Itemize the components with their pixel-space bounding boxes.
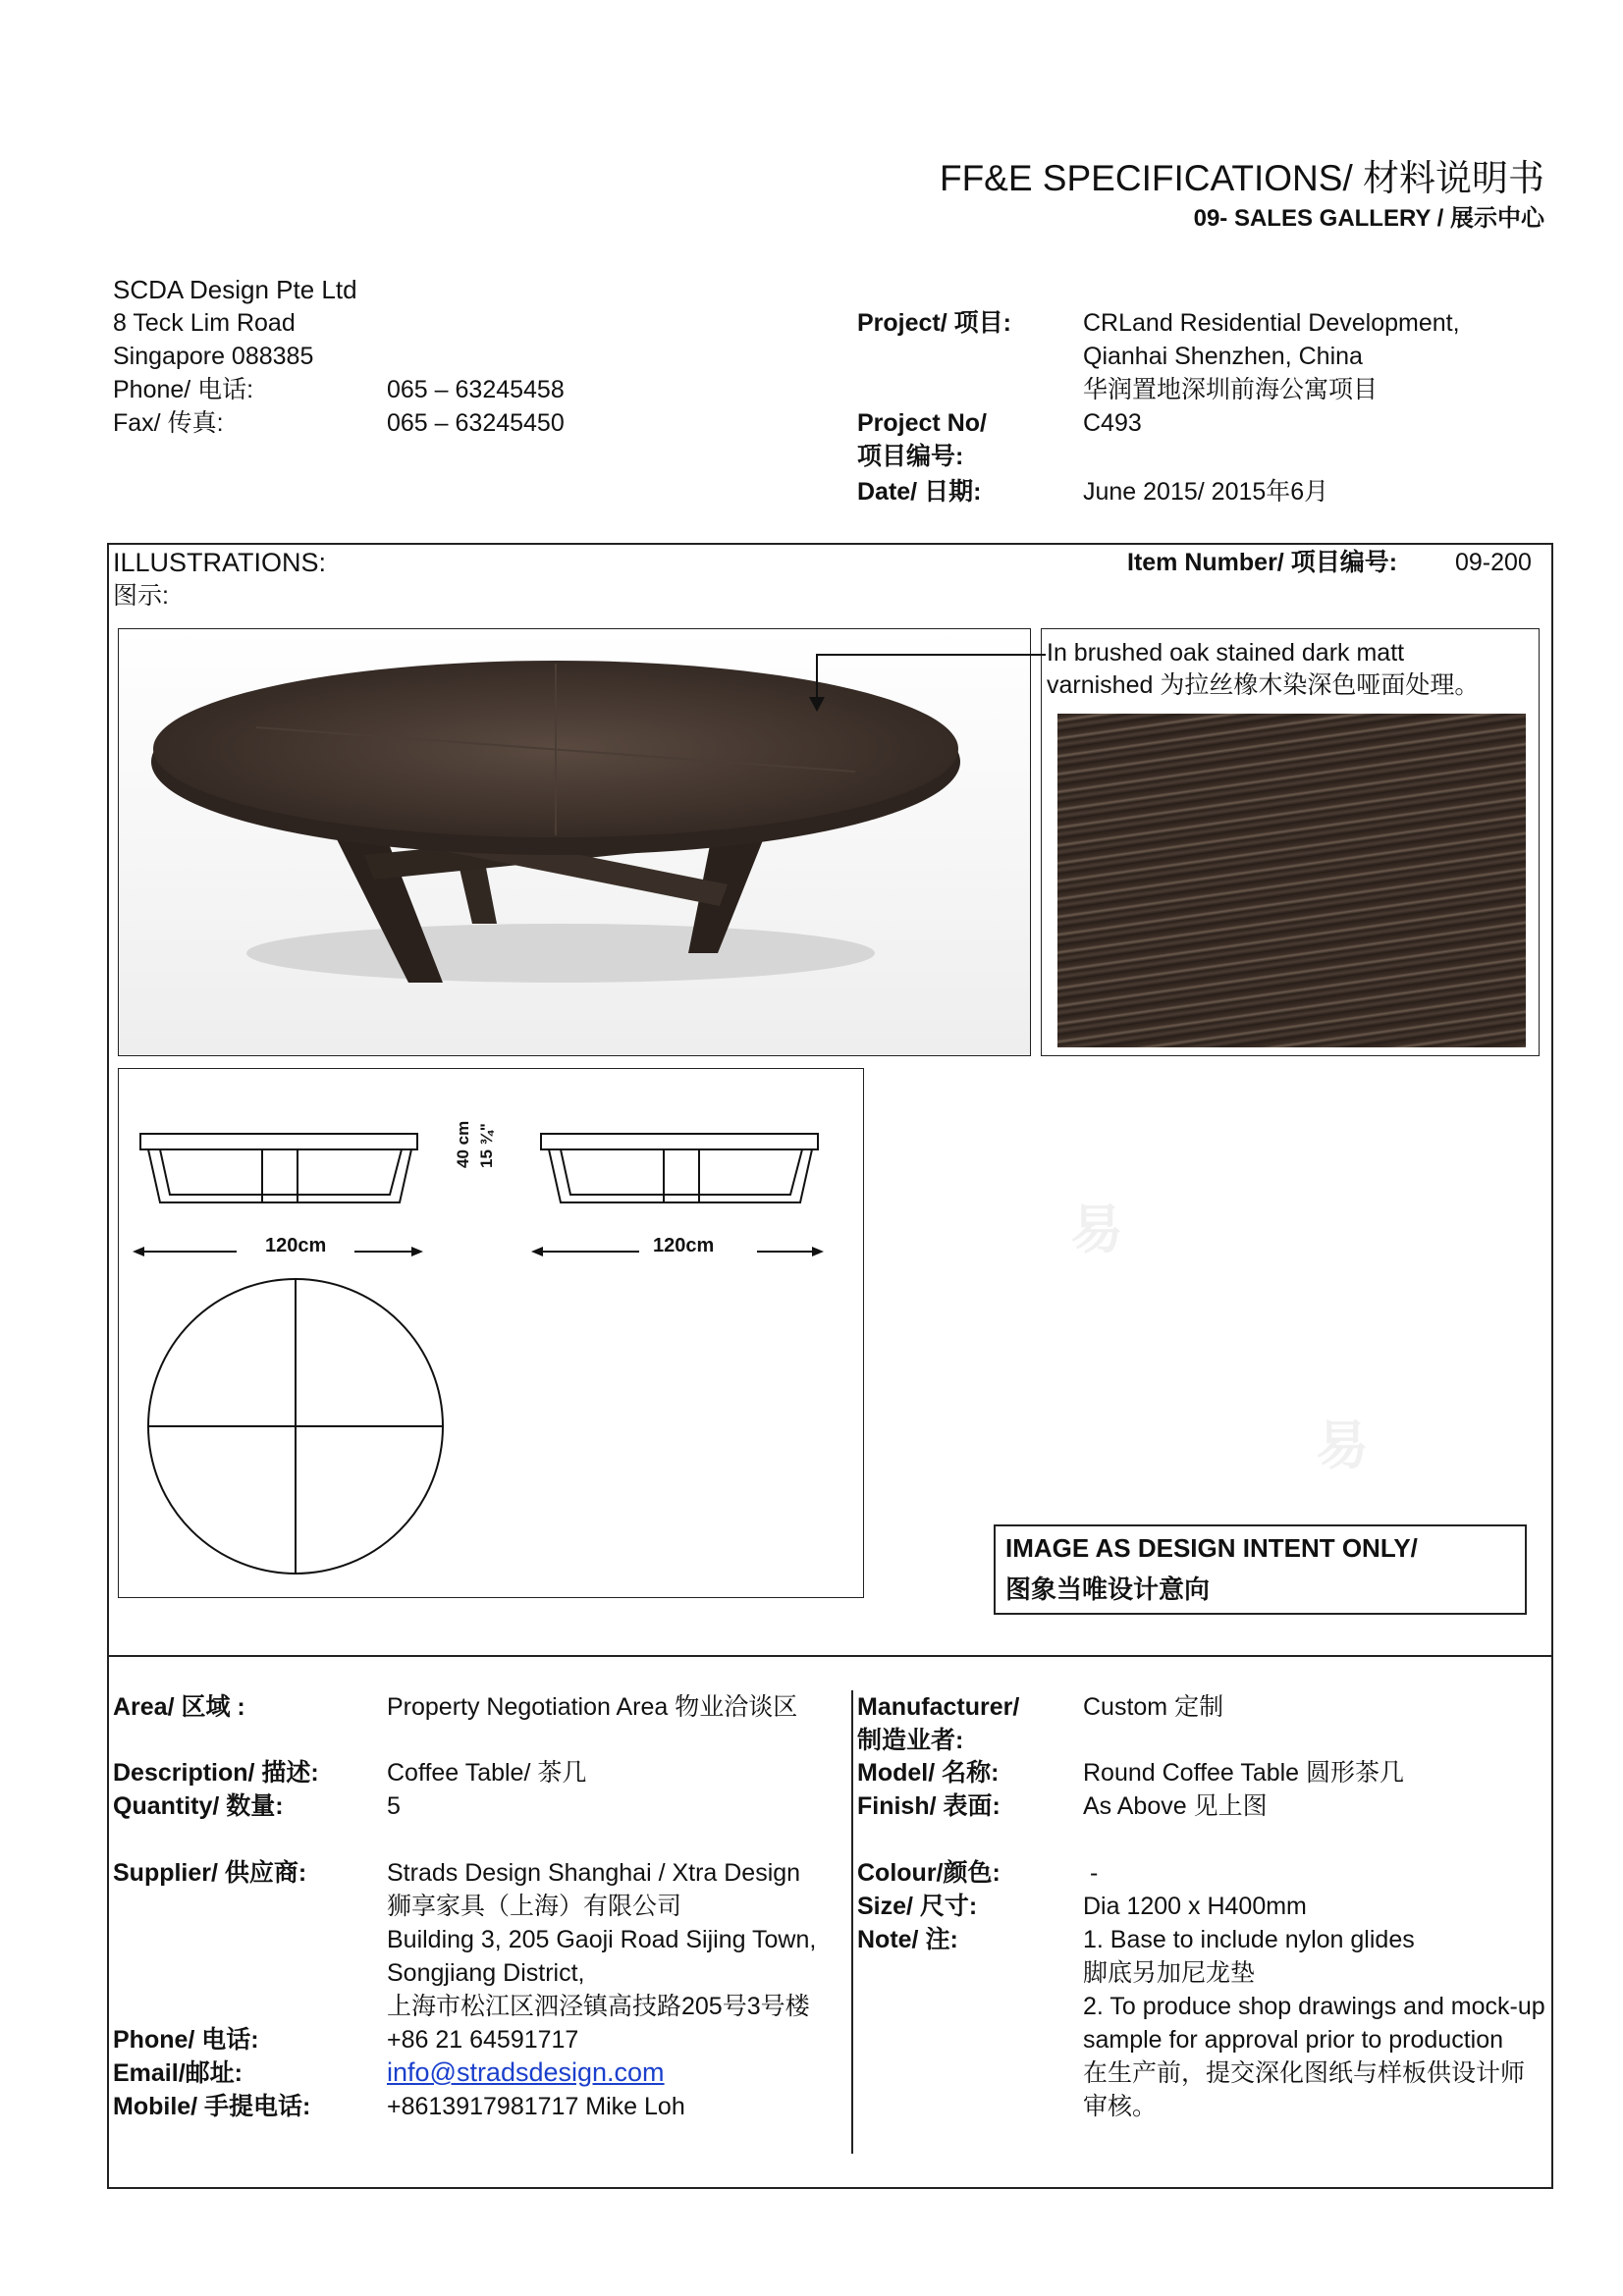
project-no-label-1: Project No/ [857, 409, 987, 437]
description-value: Coffee Table/ 茶几 [387, 1759, 587, 1787]
dimension-width-1: 120cm [265, 1235, 327, 1256]
note-1-line-1: 1. Base to include nylon glides [1083, 1926, 1415, 1953]
finish-value: As Above 见上图 [1083, 1792, 1268, 1820]
company-fax: 065 – 63245450 [387, 409, 565, 437]
company-address-1: 8 Teck Lim Road [113, 309, 296, 337]
supplier-line-2: 狮享家具（上海）有限公司 [387, 1893, 682, 1920]
section-divider [107, 1655, 1553, 1657]
model-label: Model/ 名称: [857, 1759, 1000, 1787]
supplier-line-1: Strads Design Shanghai / Xtra Design [387, 1859, 801, 1887]
note-2-line-4: 审核。 [1083, 2093, 1158, 2120]
mobile-label: Mobile/ 手提电话: [113, 2093, 311, 2120]
note-label: Note/ 注: [857, 1926, 958, 1953]
project-line-2: Qianhai Shenzhen, China [1083, 343, 1363, 370]
oak-finish-sample [1057, 714, 1526, 1047]
finish-note-line-1: In brushed oak stained dark matt [1047, 639, 1405, 667]
manufacturer-label-1: Manufacturer/ [857, 1693, 1020, 1721]
area-label: Area/ 区域 : [113, 1693, 245, 1721]
company-address-2: Singapore 088385 [113, 343, 314, 370]
quantity-value: 5 [387, 1792, 401, 1820]
area-value: Property Negotiation Area 物业洽谈区 [387, 1693, 798, 1721]
finish-note-line-2: varnished 为拉丝橡木染深色哑面处理。 [1047, 671, 1480, 699]
callout-arrow [805, 643, 1051, 712]
quantity-label: Quantity/ 数量: [113, 1792, 284, 1820]
shadow [246, 924, 875, 983]
supplier-label: Supplier/ 供应商: [113, 1859, 307, 1887]
details-column-divider [851, 1690, 853, 2154]
supplier-phone-label: Phone/ 电话: [113, 2026, 259, 2054]
project-label: Project/ 项目: [857, 309, 1011, 337]
note-1-line-2: 脚底另加尼龙垫 [1083, 1959, 1256, 1987]
note-2-line-3: 在生产前，提交深化图纸与样板供设计师 [1083, 2059, 1526, 2087]
project-line-1: CRLand Residential Development, [1083, 309, 1460, 337]
project-no: C493 [1083, 409, 1142, 437]
page-title: FF&E SPECIFICATIONS/ 材料说明书 [939, 158, 1544, 198]
illustrations-title-cn: 图示: [113, 582, 169, 610]
supplier-line-5: 上海市松江区泗泾镇高技路205号3号楼 [387, 1993, 810, 2020]
dimension-width-2: 120cm [653, 1235, 715, 1256]
size-label: Size/ 尺寸: [857, 1893, 978, 1920]
watermark-mark: 易 [1070, 1201, 1123, 1259]
supplier-line-4: Songjiang District, [387, 1959, 585, 1987]
manufacturer-value: Custom 定制 [1083, 1693, 1224, 1721]
date-label: Date/ 日期: [857, 478, 982, 506]
finish-label: Finish/ 表面: [857, 1792, 1001, 1820]
colour-value: - [1090, 1859, 1099, 1887]
mobile-value: +8613917981717 Mike Loh [387, 2093, 685, 2120]
watermark-mark: 易 [1316, 1416, 1369, 1475]
manufacturer-label-2: 制造业者: [857, 1727, 964, 1754]
description-label: Description/ 描述: [113, 1759, 319, 1787]
item-number: 09-200 [1455, 549, 1532, 576]
design-intent-line-2: 图象当唯设计意向 [1005, 1575, 1211, 1604]
company-phone: 065 – 63245458 [387, 376, 565, 403]
company-phone-label: Phone/ 电话: [113, 376, 254, 403]
supplier-phone: +86 21 64591717 [387, 2026, 579, 2054]
colour-label: Colour/颜色: [857, 1859, 1001, 1887]
note-2-line-2: sample for approval prior to production [1083, 2026, 1504, 2054]
item-number-label: Item Number/ 项目编号: [1127, 549, 1398, 576]
design-intent-line-1: IMAGE AS DESIGN INTENT ONLY/ [1005, 1533, 1418, 1563]
page-subtitle: 09- SALES GALLERY / 展示中心 [1193, 205, 1544, 232]
project-line-3: 华润置地深圳前海公寓项目 [1083, 376, 1379, 403]
supplier-line-3: Building 3, 205 Gaoji Road Sijing Town, [387, 1926, 817, 1953]
note-2-line-1: 2. To produce shop drawings and mock-up [1083, 1993, 1545, 2020]
project-no-label-2: 项目编号: [857, 443, 964, 470]
model-value: Round Coffee Table 圆形茶几 [1083, 1759, 1405, 1787]
date-value: June 2015/ 2015年6月 [1083, 478, 1329, 506]
company-fax-label: Fax/ 传真: [113, 409, 224, 437]
dimension-height-in: 15 ¾" [477, 1123, 496, 1168]
email-link[interactable]: info@stradsdesign.com [387, 2057, 665, 2087]
illustrations-title: ILLUSTRATIONS: [113, 548, 327, 577]
size-value: Dia 1200 x H400mm [1083, 1893, 1307, 1920]
dimension-height-cm: 40 cm [454, 1120, 472, 1168]
company-name: SCDA Design Pte Ltd [113, 275, 357, 304]
email-label: Email/邮址: [113, 2059, 243, 2087]
